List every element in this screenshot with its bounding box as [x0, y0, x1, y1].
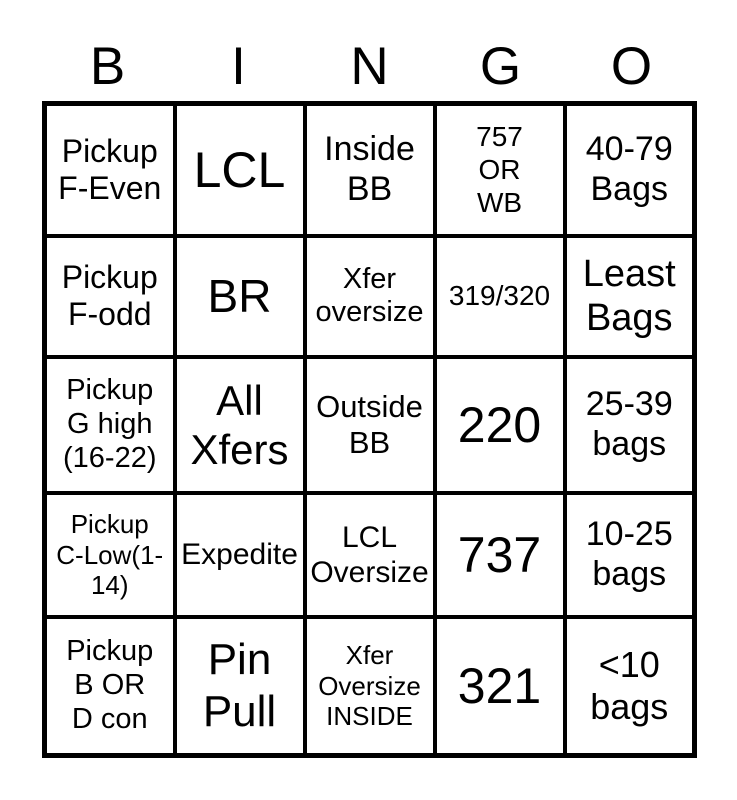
bingo-cell-r1c4[interactable]: [435, 104, 565, 237]
cell-line: All: [216, 376, 263, 424]
cell-line: 10-25: [585, 515, 673, 554]
bingo-row-4: [45, 493, 695, 616]
bingo-header: [42, 36, 697, 98]
bingo-cell-r1c5[interactable]: [565, 104, 695, 237]
cell-line: 321: [457, 657, 542, 714]
cell-line: Outside: [316, 388, 423, 424]
bingo-cell-r2c2[interactable]: [175, 236, 305, 356]
cell-line: Bags: [585, 297, 673, 340]
cell-line: Oversize: [318, 670, 421, 701]
bingo-cell-r1c3[interactable]: [305, 104, 435, 237]
cell-line: 737: [457, 526, 542, 583]
cell-line: Pin: [207, 635, 272, 685]
cell-line: Bags: [590, 170, 668, 209]
cell-line: 40-79: [585, 130, 673, 169]
bingo-cell-r3c3[interactable]: [305, 357, 435, 494]
cell-line: Pickup: [61, 259, 158, 296]
bingo-cell-r2c3[interactable]: [305, 236, 435, 356]
cell-line: 757: [476, 121, 523, 153]
bingo-cell-r5c2[interactable]: [175, 617, 305, 756]
cell-line: B OR: [74, 668, 146, 701]
cell-line: Xfer: [342, 262, 397, 295]
cell-line: Pull: [202, 686, 277, 736]
bingo-cell-r2c1[interactable]: [45, 236, 175, 356]
cell-line: BB: [348, 424, 391, 460]
bingo-cell-r3c1[interactable]: [45, 357, 175, 494]
header-letter-g: G: [479, 37, 522, 96]
cell-line: 319/320: [448, 280, 551, 312]
bingo-cell-r1c2[interactable]: [175, 104, 305, 237]
bingo-cell-r3c5[interactable]: [565, 357, 695, 494]
cell-line: OR: [478, 153, 521, 185]
bingo-cell-r4c4[interactable]: [435, 493, 565, 616]
bingo-cell-r3c4[interactable]: [435, 357, 565, 494]
cell-line: WB: [476, 186, 523, 218]
bingo-cell-r5c4[interactable]: [435, 617, 565, 756]
bingo-cell-r1c1[interactable]: [45, 104, 175, 237]
cell-line: Inside: [324, 130, 415, 169]
cell-line: F-Even: [58, 170, 162, 207]
cell-line: Pickup: [66, 374, 154, 407]
bingo-cell-r4c2[interactable]: [175, 493, 305, 616]
cell-line: 14): [90, 570, 129, 601]
cell-line: 25-39: [585, 385, 673, 424]
cell-line: bags: [592, 424, 667, 463]
bingo-cell-r4c5[interactable]: [565, 493, 695, 616]
cell-line: INSIDE: [326, 700, 413, 731]
bingo-grid: [42, 101, 697, 758]
bingo-row-2: [45, 236, 695, 356]
header-letter-o: O: [610, 37, 653, 96]
bingo-cell-r5c5[interactable]: [565, 617, 695, 756]
bingo-cell-r2c4[interactable]: [435, 236, 565, 356]
bingo-cell-r5c3[interactable]: [305, 617, 435, 756]
cell-line: C-Low(1-: [56, 539, 164, 570]
header-letter-i: I: [231, 37, 246, 96]
bingo-row-5: [45, 617, 695, 756]
bingo-cell-r3c2[interactable]: [175, 357, 305, 494]
cell-line: bags: [590, 685, 669, 727]
bingo-cell-r5c1[interactable]: [45, 617, 175, 756]
cell-line: Pickup: [66, 634, 154, 667]
cell-line: Pickup: [70, 509, 149, 540]
header-letter-n: N: [350, 37, 389, 96]
cell-line: D con: [71, 702, 148, 735]
bingo-cell-r4c3[interactable]: [305, 493, 435, 616]
cell-line: <10: [598, 643, 660, 685]
bingo-cell-r4c1[interactable]: [45, 493, 175, 616]
cell-line: LCL: [193, 141, 286, 198]
cell-line: oversize: [315, 296, 424, 329]
bingo-cell-r2c5[interactable]: [565, 236, 695, 356]
bingo-row-1: [45, 104, 695, 237]
cell-line: F-odd: [67, 296, 152, 333]
cell-line: Xfers: [190, 425, 289, 473]
cell-line: Least: [582, 253, 676, 296]
cell-line: BR: [207, 269, 272, 322]
cell-line: 220: [457, 396, 542, 453]
cell-line: BB: [346, 170, 393, 209]
cell-line: Expedite: [181, 538, 298, 572]
cell-line: G high: [67, 407, 153, 440]
cell-line: Xfer: [345, 640, 394, 671]
header-letter-b: B: [89, 37, 126, 96]
bingo-row-3: [45, 357, 695, 494]
cell-line: Pickup: [61, 132, 158, 169]
cell-line: (16-22): [63, 441, 157, 474]
cell-line: LCL: [341, 520, 398, 554]
cell-line: bags: [592, 554, 667, 593]
cell-line: Oversize: [310, 555, 429, 589]
